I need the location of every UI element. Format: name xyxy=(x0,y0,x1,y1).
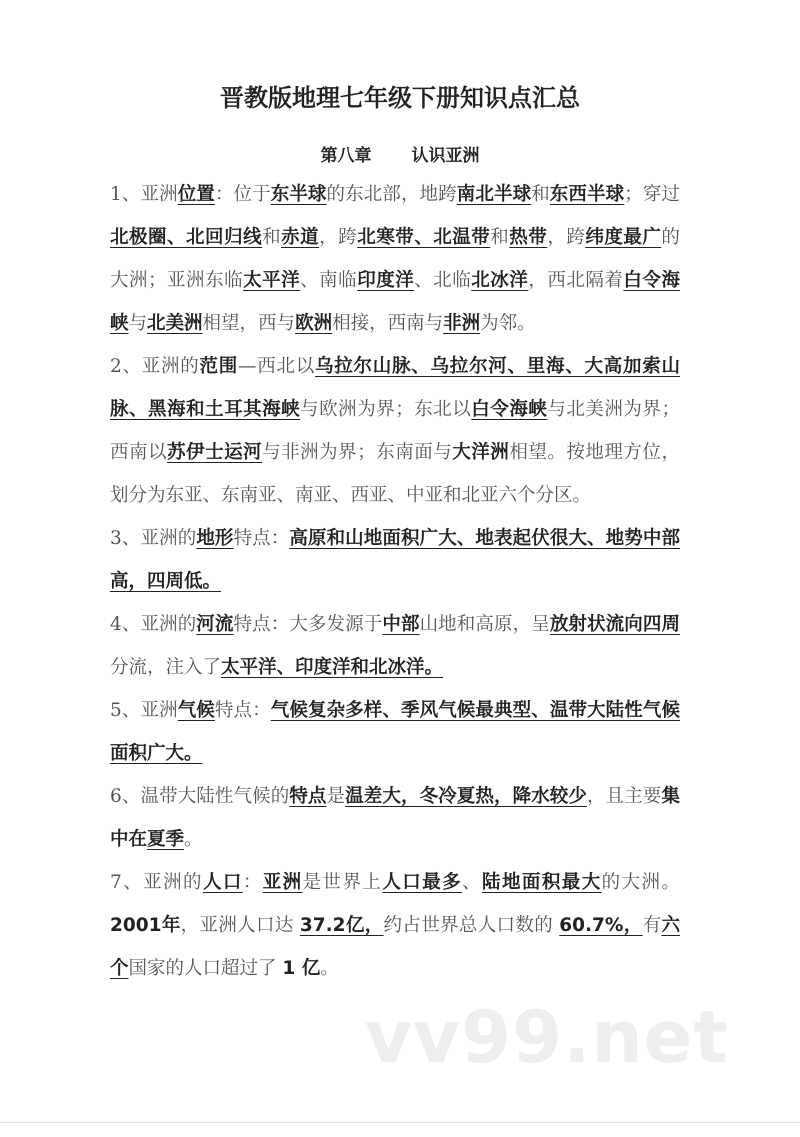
key-term-underlined: 纬度最广 xyxy=(585,227,662,248)
knowledge-point-6 xyxy=(110,775,680,861)
text-segment: 。 xyxy=(320,958,339,979)
key-term-underlined: 赤道 xyxy=(281,227,320,248)
key-term-underlined: 气候复杂多样、季风气候最典型、温带大陆性气候面积广大。 xyxy=(110,700,680,764)
chapter-name: 认识亚洲 xyxy=(411,146,480,166)
text-segment: 和 xyxy=(262,227,282,248)
text-segment: 、 xyxy=(462,872,483,893)
text-segment: 特点：大多发源于 xyxy=(233,614,383,635)
text-segment: ，西北隔着 xyxy=(528,270,624,291)
key-term-underlined: 白令海峡 xyxy=(110,270,680,334)
text-segment: ，亚洲人口达 xyxy=(180,915,300,936)
text-segment: 5、亚洲 xyxy=(110,700,178,721)
key-term-underlined: 中部 xyxy=(382,614,420,635)
text-segment: 1、亚洲 xyxy=(110,184,178,205)
key-term-underlined: 热带 xyxy=(509,227,548,248)
knowledge-point-7 xyxy=(110,861,680,990)
text-segment: 3、亚洲的 xyxy=(110,528,197,549)
text-segment: 6、温带大陆性气候的 xyxy=(110,786,290,807)
text-segment: 、北临 xyxy=(414,270,472,291)
text-segment: 的大洲。 xyxy=(601,872,680,893)
key-term-underlined: 放射状流向四周 xyxy=(549,614,680,635)
text-segment: 与 xyxy=(128,313,148,334)
key-term-underlined: 人口最多 xyxy=(382,872,463,893)
text-segment: 、南临 xyxy=(300,270,358,291)
knowledge-point-1 xyxy=(110,173,680,345)
text-segment: 相望。按地理方位，划分为东亚、东南亚、南亚、西亚、中亚和北亚六个分区。 xyxy=(110,442,680,506)
text-segment: 4、亚洲的 xyxy=(110,614,197,635)
text-segment: 7、亚洲的 xyxy=(110,872,203,893)
text-segment: 和 xyxy=(531,184,550,205)
text-segment: 为邻。 xyxy=(480,313,536,334)
text-segment: 相望，西与 xyxy=(202,313,296,334)
text-segment: 山地和高原，呈 xyxy=(419,614,550,635)
key-term-underlined: 河流 xyxy=(196,614,234,635)
text-segment: 与非洲为界；东南面与 xyxy=(262,442,453,463)
key-term-underlined: 太平洋 xyxy=(243,270,301,291)
key-term-underlined: 东半球 xyxy=(270,184,327,205)
knowledge-point-5 xyxy=(110,689,680,775)
key-term-underlined: 温差大，冬冷夏热，降水较少 xyxy=(345,786,588,807)
text-segment: 2、亚洲的 xyxy=(110,356,200,377)
watermark: vv99.net xyxy=(365,995,729,1079)
key-term-underlined: 太平洋、印度洋和北冰洋。 xyxy=(221,657,444,678)
knowledge-point-3 xyxy=(110,517,680,603)
key-term-underlined: 亚洲 xyxy=(262,872,303,893)
text-segment: 和 xyxy=(490,227,510,248)
key-term-underlined: 夏季 xyxy=(147,829,185,850)
key-term-underlined: 乌拉尔山脉、乌拉尔河、里海、大高加索山脉、黑海和土耳其海峡 xyxy=(110,356,680,420)
key-term-underlined: 高原和山地面积广大、地表起伏很大、地势中部高，四周低。 xyxy=(110,528,680,592)
text-segment: ：位于 xyxy=(214,184,271,205)
text-segment: 特点： xyxy=(214,700,271,721)
text-segment: ，且主要 xyxy=(587,786,662,807)
text-segment: ；穿过 xyxy=(624,184,680,205)
key-term-underlined: 60.7%， xyxy=(559,915,643,936)
text-segment: 是 xyxy=(326,786,346,807)
key-term-underlined: 气候 xyxy=(177,700,215,721)
key-term-underlined: 印度洋 xyxy=(357,270,415,291)
chapter-heading xyxy=(0,141,800,166)
key-term-underlined: 37.2亿， xyxy=(299,915,384,936)
key-term-underlined: 南北半球 xyxy=(456,184,532,205)
key-term-underlined: 非洲 xyxy=(443,313,481,334)
text-segment: 与北美洲为界；西南以 xyxy=(110,399,680,463)
knowledge-point-4 xyxy=(110,603,680,689)
key-term-underlined: 地形 xyxy=(196,528,234,549)
key-term-underlined: 苏伊士运河 xyxy=(167,442,263,463)
key-term: 2001年 xyxy=(110,915,181,936)
text-segment: 的东北部，地跨 xyxy=(326,184,457,205)
text-segment: 。 xyxy=(184,829,203,850)
key-term-underlined: 位置 xyxy=(177,184,215,205)
key-term: 集中在 xyxy=(110,786,680,850)
text-segment: ，跨 xyxy=(547,227,586,248)
key-term-underlined: 北极圈、北回归线 xyxy=(110,227,263,248)
chapter-number: 第八章 xyxy=(320,146,372,166)
text-segment: —西北以 xyxy=(238,356,316,377)
key-term-underlined: 北寒带、北温带 xyxy=(357,227,491,248)
text-segment: 相接，西南与 xyxy=(332,313,444,334)
key-term: 1 亿 xyxy=(282,958,321,979)
key-term-underlined: 北美洲 xyxy=(147,313,203,334)
key-term-underlined: 北冰洋 xyxy=(471,270,529,291)
text-segment: ，跨 xyxy=(319,227,358,248)
text-segment: 约占世界总人口数的 xyxy=(383,915,560,936)
text-segment: 有 xyxy=(642,915,662,936)
text-segment: 特点： xyxy=(233,528,290,549)
key-term-underlined: 特点 xyxy=(289,786,327,807)
text-segment: 国家的人口超过了 xyxy=(128,958,283,979)
key-term-underlined: 陆地面积最大 xyxy=(482,872,602,893)
key-term-underlined: 人口 xyxy=(202,872,243,893)
document-title: 晋教版地理七年级下册知识点汇总 xyxy=(220,84,580,112)
text-segment: 分流，注入了 xyxy=(110,657,222,678)
key-term-underlined: 六个 xyxy=(110,915,680,979)
text-segment: 是世界上 xyxy=(302,872,383,893)
key-term: 范围 xyxy=(199,356,239,377)
document-body xyxy=(110,173,680,990)
text-segment: 与欧洲为界；东北以 xyxy=(300,399,472,420)
key-term-underlined: 白令海峡 xyxy=(471,399,548,420)
key-term: 大洋洲 xyxy=(452,442,510,463)
knowledge-point-2 xyxy=(110,345,680,517)
text-segment: ： xyxy=(242,872,263,893)
key-term-underlined: 欧洲 xyxy=(295,313,333,334)
text-segment: 的大洲；亚洲东临 xyxy=(110,227,680,291)
key-term-underlined: 东西半球 xyxy=(549,184,625,205)
